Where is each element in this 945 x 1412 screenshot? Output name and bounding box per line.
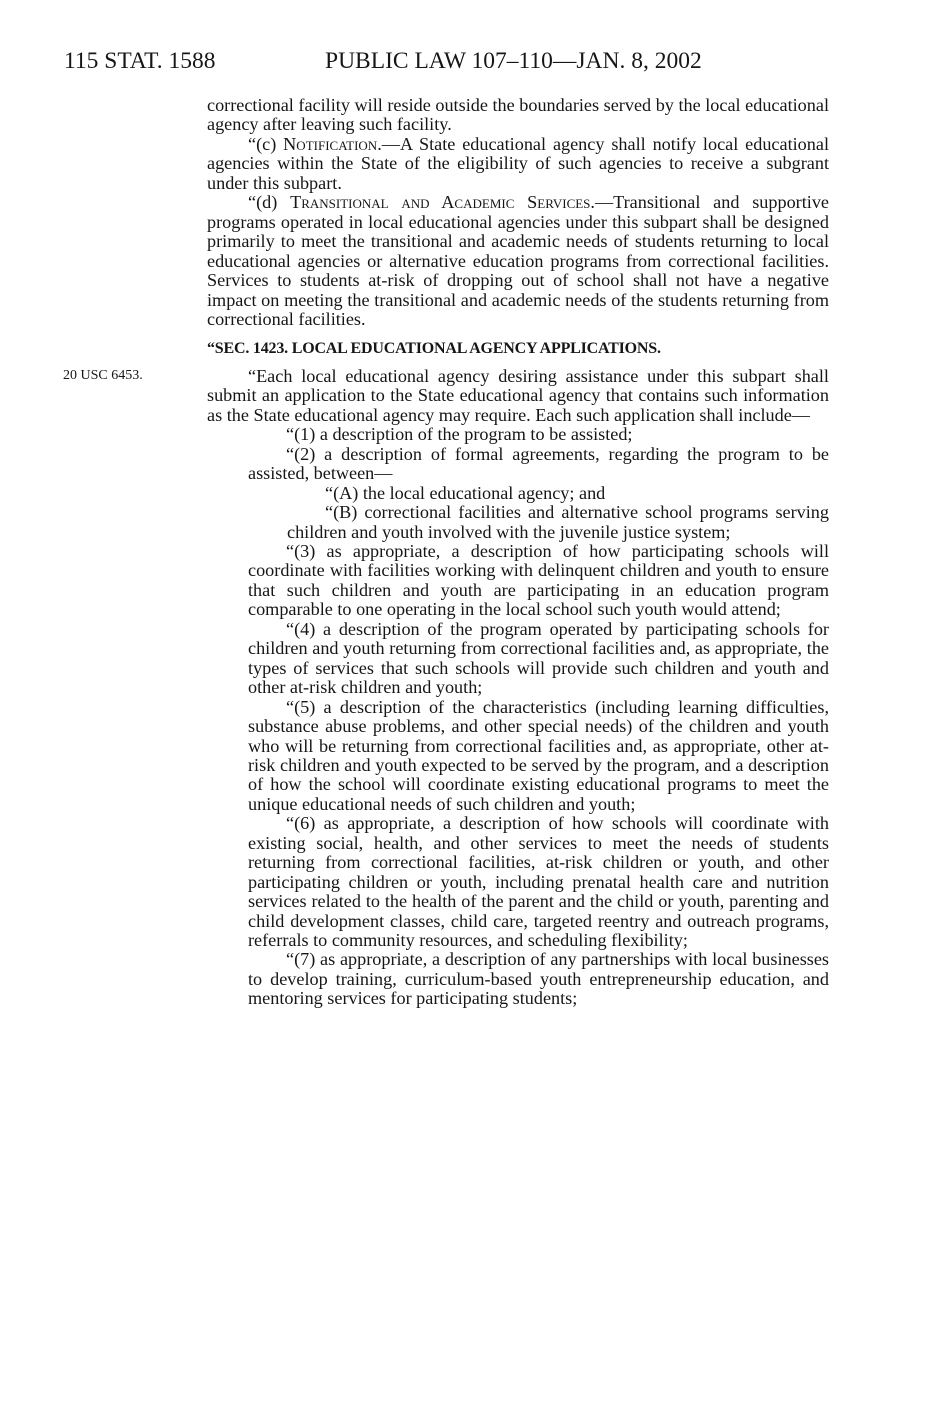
subsection-d-prefix: “(d)	[248, 192, 278, 213]
document-body	[207, 96, 829, 1009]
subsection-d	[207, 193, 829, 329]
subsection-d-text: .—Transitional and supportive programs operated in local educational agencies under this subpart shall be designed primarily to meet the transitional and academic needs of students returning to local educational agencies or alternative education programs from correctional facilities. Services to students at-risk of dropping out of school shall not have a negative impact on meeting the transitional and academic needs of the students returning from correctional facilities.	[207, 192, 830, 329]
list-item-5: “(5) a description of the characteristics (including learning difficulties, substance abuse problems, and other special needs) of the children and youth who will be returning from correctional facilities and, as appropriate, other at-risk children and youth expected to be served by the program, and a description of how the school will coordinate existing educational programs to meet the unique educational needs of such children and youth;	[248, 696, 829, 814]
subsection-c-prefix: “(c)	[248, 133, 277, 154]
section-intro: “Each local educational agency desiring assistance under this subpart shall submit an application to the State educational agency that contains such information as the State educational agency may require. Each such application shall include—	[207, 365, 829, 425]
statute-citation: 115 STAT. 1588	[64, 48, 216, 74]
subsection-c	[207, 135, 829, 193]
list-item-6: “(6) as appropriate, a description of how schools will coordinate with existing social, health, and other services to meet the needs of students returning from correctional facilities, at-risk children or youth, and other participating children or youth, including prenatal health care and nutrition services related to the health of the parent and the child or youth, parenting and child development classes, child care, targeted reentry and outreach programs, referrals to community resources, and scheduling flexibility;	[248, 813, 829, 951]
usc-margin-note: 20 USC 6453.	[63, 368, 143, 383]
subsection-c-heading: Notification	[283, 133, 378, 154]
list-item-A: “(A) the local educational agency; and	[325, 482, 606, 503]
list-item-7: “(7) as appropriate, a description of any partnerships with local businesses to develop training, curriculum-based youth entrepreneurship education, and mentoring services for participating students;	[248, 949, 829, 1009]
list-item-B: “(B) correctional facilities and alternative school programs serving children and youth involved with the juvenile justice system;	[287, 502, 829, 542]
running-title: PUBLIC LAW 107–110—JAN. 8, 2002	[325, 48, 702, 74]
subsection-c-text: .—A State educational agency shall notify local educational agencies within the State of the eligibility of such agencies to receive a subgrant under this subpart.	[207, 133, 829, 193]
list-item-2: “(2) a description of formal agreements, regarding the program to be assisted, between—	[248, 443, 829, 484]
list-item-3: “(3) as appropriate, a description of how participating schools will coordinate with facilities working with delinquent children and youth to ensure that such children and youth are participating in an education program comparable to one operating in the local school such youth would attend;	[248, 540, 829, 620]
list-item-1: “(1) a description of the program to be assisted;	[286, 424, 633, 445]
continuation-paragraph: correctional facility will reside outside the boundaries served by the local educational agency after leaving such facility.	[207, 95, 829, 135]
subsection-d-heading: Transitional and Academic Services	[290, 192, 591, 213]
section-heading: “SEC. 1423. LOCAL EDUCATIONAL AGENCY APPLICATIONS.	[207, 340, 661, 358]
list-item-4: “(4) a description of the program operated by participating schools for children and youth returning from correctional facilities and, as appropriate, the types of services that such schools will provide such children and youth and other at-risk children and youth;	[248, 618, 829, 698]
